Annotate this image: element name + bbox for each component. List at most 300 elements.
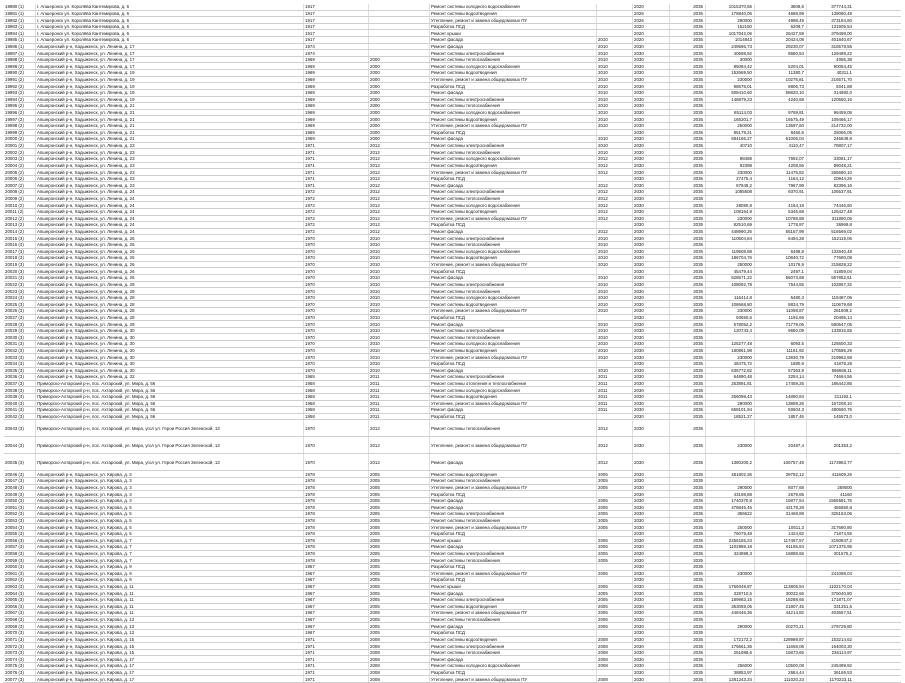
work-type-cell: Ремонт системы электроснабжения <box>430 551 597 557</box>
overhaul-year-cell: 2000 <box>369 77 430 83</box>
overhaul-year-cell: 2008 <box>369 670 430 676</box>
cost-cell: 356622 <box>706 511 755 517</box>
cost-cell <box>706 242 755 248</box>
table-row <box>4 564 901 571</box>
fee-cell: 20270,21 <box>755 623 807 629</box>
work-type-cell: Ремонт фасада <box>430 90 597 96</box>
overhaul-year-cell: 2010 <box>369 282 430 288</box>
record-id-cell: 20063 (3) <box>4 584 36 590</box>
overhaul-year-cell: 2010 <box>369 321 430 327</box>
table-row <box>4 643 901 650</box>
work-type-cell: Утепление, ремонт и замена общедомовых ПУ <box>430 571 597 577</box>
address-cell: Апшеронский р-н, Хадыженск, ул. Ленина, д. 24 <box>36 222 304 228</box>
start-year-cell: 2030 <box>633 63 670 69</box>
cost-cell: 478845,45 <box>706 504 755 510</box>
fee-cell: 42178,28 <box>755 504 807 510</box>
address-cell: Апшеронский р-н, Хадыженск, ул. Ленина, д. 26 <box>36 275 304 281</box>
record-id-cell: 20055 (3) <box>4 531 36 537</box>
address-cell: Приморско-Ахтарский р-н, пос. Ахтарский, ул. Мира, д. 56 <box>36 401 304 407</box>
overhaul-year-cell: 2012 <box>369 143 430 149</box>
record-id-cell: 20061 (3) <box>4 571 36 577</box>
end-year-cell: 2035 <box>670 368 706 374</box>
work-type-cell: Ремонт фасада <box>430 44 597 50</box>
record-id-cell: 19998 (2) <box>4 123 36 129</box>
overhaul-year-cell: 2005 <box>369 604 430 610</box>
total-cell: 41160 <box>840 491 852 497</box>
record-id-cell: 20076 (3) <box>4 670 36 676</box>
start-year-cell: 2030 <box>633 511 670 517</box>
address-cell: Апшеронский р-н, Хадыженск, ул. Кирова, д. 3 <box>36 471 304 477</box>
end-year-cell: 2035 <box>670 491 706 497</box>
last-repair-cell: 2010 <box>597 50 633 56</box>
address-cell: Апшеронский р-н, Хадыженск, ул. Кирова, д. 11 <box>36 604 304 610</box>
build-year-cell: 1971 <box>304 163 369 169</box>
last-repair-cell: 2012 <box>597 156 633 162</box>
cost-cell: 98488 <box>706 156 755 162</box>
cost-cell: 43198,88 <box>706 491 755 497</box>
fee-cell: 5480,3 <box>755 295 807 301</box>
cost-cell: 27475,4 <box>706 176 755 182</box>
fee-cell: 6494,28 <box>755 235 807 241</box>
overhaul-year-cell: 2005 <box>369 537 430 543</box>
table-row <box>4 610 901 617</box>
table-row <box>4 24 901 31</box>
overhaul-year-cell: 2010 <box>369 334 430 340</box>
address-cell: Апшеронский р-н, Хадыженск, ул. Ленина, д. 23 <box>36 149 304 155</box>
total-cell: 145573,0 <box>833 414 852 420</box>
fee-cell: 8077,68 <box>755 485 807 491</box>
fee-cell: 51006,04 <box>755 136 807 142</box>
fee-cell: 10511,3 <box>755 524 807 530</box>
total-cell: 211192,1 <box>834 394 852 400</box>
total-cell: 1565581,76 <box>828 498 852 504</box>
overhaul-year-cell: 2012 <box>369 182 430 188</box>
last-repair-cell: 2010 <box>597 282 633 288</box>
table-row <box>4 590 901 597</box>
record-id-cell: 20021 (3) <box>4 275 36 281</box>
overhaul-year-cell: 2011 <box>369 381 430 387</box>
total-cell: 265690,10 <box>831 169 852 175</box>
end-year-cell: 2035 <box>670 169 706 175</box>
overhaul-year-cell: 2005 <box>369 551 430 557</box>
work-type-cell: Ремонт системы холодного водоснабжения <box>430 663 597 669</box>
record-id-cell: 20025 (3) <box>4 301 36 307</box>
cost-cell <box>706 630 755 636</box>
total-cell: 152119,06 <box>831 235 852 241</box>
work-type-cell: Ремонт системы водоотведения <box>430 471 597 477</box>
record-id-cell: 20060 (3) <box>4 564 36 570</box>
end-year-cell: 2035 <box>670 407 706 413</box>
overhaul-year-cell: 2000 <box>369 70 430 76</box>
overhaul-year-cell: 2005 <box>369 590 430 596</box>
fee-cell: 14890,84 <box>755 394 807 400</box>
work-type-cell: Ремонт системы теплоснабжения <box>430 650 597 656</box>
address-cell: г. Апшеронск ул. Королёва Кантемирова, д. 6 <box>36 4 304 10</box>
build-year-cell: 1970 <box>304 275 369 281</box>
address-cell: Апшеронский р-н, Хадыженск, ул. Кирова, д. 11 <box>36 597 304 603</box>
build-year-cell: 1967 <box>304 571 369 577</box>
record-id-cell: 20002 (2) <box>4 149 36 155</box>
table-row <box>4 334 901 341</box>
address-cell: Апшеронский р-н, Хадыженск, ул. Ленина, д. 23 <box>36 156 304 162</box>
last-repair-cell: 2010 <box>597 44 633 50</box>
work-type-cell: Утепление, ремонт и замена общедомовых ПУ <box>430 354 597 360</box>
address-cell: Апшеронский р-н, Хадыженск, ул. Ленина, д. 30 <box>36 328 304 334</box>
work-type-cell: Ремонт системы теплоснабжения <box>430 557 597 563</box>
last-repair-cell: 2008 <box>597 637 633 643</box>
overhaul-year-cell: 2000 <box>369 130 430 136</box>
end-year-cell: 2035 <box>670 471 706 477</box>
address-cell: Апшеронский р-н, Хадыженск, ул. Ленина, д. 24 <box>36 216 304 222</box>
record-id-cell: 20017 (3) <box>4 249 36 255</box>
start-year-cell: 2030 <box>633 103 670 109</box>
address-cell: Апшеронский р-н, Хадыженск, ул. Ленина, д. 23 <box>36 143 304 149</box>
work-type-cell: Ремонт системы водоотведения <box>430 11 597 17</box>
fee-cell: 17459,25 <box>755 381 807 387</box>
table-row <box>4 315 901 322</box>
build-year-cell: 1967 <box>304 590 369 596</box>
address-cell: Апшеронский р-н, Хадыженск, ул. Кирова, д. 3 <box>36 491 304 497</box>
build-year-cell: 1969 <box>304 77 369 83</box>
table-row <box>4 50 901 57</box>
address-cell: Апшеронский р-н, Хадыженск, ул. Кирова, д. 9 <box>36 571 304 577</box>
overhaul-year-cell: 2010 <box>369 262 430 268</box>
cost-cell: 18521,27 <box>706 414 755 420</box>
end-year-cell: 2035 <box>670 24 706 30</box>
build-year-cell: 1958 <box>304 414 369 420</box>
overhaul-year-cell: 2005 <box>369 544 430 550</box>
last-repair-cell: 2010 <box>597 57 633 63</box>
record-id-cell: 19988 (2) <box>4 57 36 63</box>
build-year-cell: 1970 <box>304 368 369 374</box>
cost-cell: 119508,88 <box>706 249 755 255</box>
table-row <box>4 90 901 97</box>
record-id-cell: 20052 (3) <box>4 511 36 517</box>
cost-cell: 108164,8 <box>706 209 755 215</box>
work-type-cell: Ремонт крыши <box>430 537 597 543</box>
overhaul-year-cell: 2010 <box>369 268 430 274</box>
table-row <box>4 485 901 492</box>
overhaul-year-cell: 2000 <box>369 110 430 116</box>
record-id-cell: 20041 (3) <box>4 407 36 413</box>
overhaul-year-cell: 2010 <box>369 315 430 321</box>
build-year-cell: 1917 <box>304 4 369 10</box>
build-year-cell: 1978 <box>304 518 369 524</box>
cost-cell: 146879,23 <box>706 97 755 103</box>
cost-cell: 175661,36 <box>706 643 755 649</box>
cost-cell: 1017042,06 <box>706 30 755 36</box>
overhaul-year-cell: 2008 <box>369 663 430 669</box>
build-year-cell: 1978 <box>304 531 369 537</box>
overhaul-year-cell: 2005 <box>369 597 430 603</box>
fee-cell: 113805,94 <box>755 584 807 590</box>
cost-cell: 256000 <box>706 663 755 669</box>
build-year-cell: 1917 <box>304 11 369 17</box>
record-id-cell: 19991 (2) <box>4 77 36 83</box>
last-repair-cell: 2012 <box>597 169 633 175</box>
work-type-cell: Ремонт системы электроснабжения <box>430 643 597 649</box>
last-repair-cell: 2010 <box>597 255 633 261</box>
last-repair-cell: 2011 <box>597 374 633 380</box>
cost-cell: 189983,15 <box>706 597 755 603</box>
cost-cell: 40698,92 <box>706 50 755 56</box>
overhaul-year-cell: 2011 <box>369 394 430 400</box>
address-cell: Приморско-Ахтарский р-н, пос. Ахтарский, ул. Мира, угол ул. Герои Россия Зеленской, 13 <box>36 437 304 453</box>
table-row <box>4 387 901 394</box>
cost-cell: 250000 <box>706 524 755 530</box>
end-year-cell: 2035 <box>670 401 706 407</box>
record-id-cell: 20016 (3) <box>4 242 36 248</box>
work-type-cell: Ремонт системы теплоснабжения <box>430 420 597 436</box>
build-year-cell: 1969 <box>304 123 369 129</box>
fee-cell: 30032,66 <box>755 590 807 596</box>
end-year-cell: 2035 <box>670 354 706 360</box>
fee-cell: 10276,81 <box>755 77 807 83</box>
start-year-cell: 2030 <box>633 643 670 649</box>
address-cell: Апшеронский р-н, Хадыженск, ул. Ленина, д. 19 <box>36 83 304 89</box>
end-year-cell: 2035 <box>670 163 706 169</box>
cost-cell: 50650,6 <box>706 315 755 321</box>
fee-cell: 2679,85 <box>755 491 807 497</box>
fee-cell: 13930,79 <box>755 354 807 360</box>
record-id-cell: 20004 (2) <box>4 163 36 169</box>
work-type-cell: Ремонт фасада <box>430 407 597 413</box>
last-repair-cell: 2010 <box>597 103 633 109</box>
address-cell: Приморско-Ахтарский р-н, пос. Ахтарский, ул. Мира, угол ул. Герои Россия Зеленской, 13 <box>36 454 304 470</box>
fee-cell <box>755 577 807 583</box>
last-repair-cell: 2005 <box>597 571 633 577</box>
work-type-cell: Разработка ПСД <box>430 361 597 367</box>
cost-cell <box>706 577 755 583</box>
last-repair-cell: 2010 <box>597 275 633 281</box>
address-cell: Апшеронский р-н, Хадыженск, ул. Ленина, д. 19 <box>36 97 304 103</box>
fee-cell: 20424,08 <box>755 37 807 43</box>
work-type-cell: Утепление, ремонт и замена общедомовых ПУ <box>430 524 597 530</box>
build-year-cell: 1971 <box>304 643 369 649</box>
spreadsheet-table <box>4 4 901 683</box>
record-id-cell: 19981 (1) <box>4 11 36 17</box>
overhaul-year-cell: 2005 <box>369 584 430 590</box>
table-row <box>4 478 901 485</box>
start-year-cell: 2030 <box>633 235 670 241</box>
cost-cell: 1085508 <box>706 189 755 195</box>
cost-cell: 658101,94 <box>706 407 755 413</box>
end-year-cell: 2035 <box>670 361 706 367</box>
end-year-cell: 2035 <box>670 414 706 420</box>
total-cell: 316578,55 <box>831 43 852 49</box>
fee-cell: 3808,6 <box>755 4 807 10</box>
table-row <box>4 577 901 584</box>
build-year-cell: 1969 <box>304 97 369 103</box>
fee-cell <box>755 387 807 393</box>
overhaul-year-cell: 2005 <box>369 617 430 623</box>
fee-cell: 15873,65 <box>755 650 807 656</box>
build-year-cell: 1970 <box>304 255 369 261</box>
cost-cell: 290000 <box>706 485 755 491</box>
cost-cell: 85179,21 <box>706 130 755 136</box>
end-year-cell: 2035 <box>670 196 706 202</box>
total-cell: 120550,16 <box>831 96 852 102</box>
record-id-cell: 20030 (3) <box>4 334 36 340</box>
record-id-cell: 20039 (3) <box>4 394 36 400</box>
build-year-cell: 1971 <box>304 176 369 182</box>
build-year-cell: 1978 <box>304 551 369 557</box>
cost-cell: 180861,98 <box>706 348 755 354</box>
end-year-cell: 2035 <box>670 610 706 616</box>
cost-cell: 172172,2 <box>706 637 755 643</box>
cost-cell: 1380200,2 <box>706 454 755 470</box>
last-repair-cell: 2008 <box>597 676 633 682</box>
work-type-cell: Ремонт фасада <box>430 504 597 510</box>
table-row <box>4 262 901 269</box>
record-id-cell: 20069 (3) <box>4 623 36 629</box>
address-cell: Апшеронский р-н, Хадыженск, ул. Кирова, д. 17 <box>36 656 304 662</box>
record-id-cell: 19995 (2) <box>4 103 36 109</box>
total-cell: 456850,8 <box>833 504 852 510</box>
end-year-cell: 2035 <box>670 348 706 354</box>
address-cell: Апшеронский р-н, Хадыженск, ул. Кирова, д. 11 <box>36 584 304 590</box>
overhaul-year-cell: 2012 <box>369 216 430 222</box>
address-cell: Апшеронский р-н, Хадыженск, ул. Кирова, д. 15 <box>36 650 304 656</box>
build-year-cell: 1970 <box>304 334 369 340</box>
overhaul-year-cell: 2012 <box>369 189 430 195</box>
total-cell: 201353,2 <box>833 442 852 448</box>
table-row <box>4 229 901 236</box>
total-cell: 90054,45 <box>833 63 852 69</box>
record-id-cell: 20003 (2) <box>4 156 36 162</box>
fee-cell: 13889,26 <box>755 401 807 407</box>
overhaul-year-cell: 2005 <box>369 471 430 477</box>
start-year-cell: 2030 <box>633 504 670 510</box>
total-cell <box>807 577 854 583</box>
total-cell: 1102170,04 <box>829 584 852 590</box>
cost-cell: 280000 <box>706 401 755 407</box>
start-year-cell: 2030 <box>633 544 670 550</box>
end-year-cell: 2035 <box>670 97 706 103</box>
record-id-cell: 20006 (2) <box>4 176 36 182</box>
fee-cell: 4688,99 <box>755 11 807 17</box>
last-repair-cell <box>597 4 633 10</box>
overhaul-year-cell: 2005 <box>369 610 430 616</box>
work-type-cell: Разработка ПСД <box>430 630 597 636</box>
work-type-cell: Ремонт системы водоотведения <box>430 255 597 261</box>
work-type-cell: Разработка ПСД <box>430 176 597 182</box>
address-cell: Апшеронский р-н, Хадыженск, ул. Ленина, д. 21 <box>36 136 304 142</box>
start-year-cell: 2030 <box>633 590 670 596</box>
work-type-cell: Утепление, ремонт и замена общедомовых ПУ <box>430 77 597 83</box>
build-year-cell: 1967 <box>304 577 369 583</box>
cost-cell: 108668,80 <box>706 301 755 307</box>
overhaul-year-cell: 2008 <box>369 637 430 643</box>
table-row <box>4 617 901 624</box>
cost-cell: 108092,78 <box>706 282 755 288</box>
address-cell: г. Апшеронск ул. Королёва Кантемирова, д. 6 <box>36 11 304 17</box>
record-id-cell: 20022 (3) <box>4 282 36 288</box>
end-year-cell: 2035 <box>670 17 706 23</box>
record-id-cell: 20024 (3) <box>4 295 36 301</box>
address-cell: Апшеронский р-н, Хадыженск, ул. Кирова, д. 13 <box>36 623 304 629</box>
record-id-cell: 20007 (2) <box>4 182 36 188</box>
record-id-cell: 20051 (3) <box>4 504 36 510</box>
record-id-cell: 20031 (3) <box>4 341 36 347</box>
build-year-cell: 1917 <box>304 17 369 23</box>
table-row <box>4 537 901 544</box>
overhaul-year-cell: 2012 <box>369 156 430 162</box>
work-type-cell: Ремонт системы водоотведения <box>430 163 597 169</box>
end-year-cell: 2035 <box>670 295 706 301</box>
work-type-cell: Ремонт фасада <box>430 498 597 504</box>
record-id-cell: 19996 (2) <box>4 110 36 116</box>
cost-cell: 230000 <box>706 571 755 577</box>
last-repair-cell: 2005 <box>597 511 633 517</box>
build-year-cell: 1967 <box>304 584 369 590</box>
total-cell: 132840,48 <box>831 248 852 254</box>
start-year-cell: 2030 <box>633 557 670 563</box>
cost-cell: 290000 <box>706 17 755 23</box>
start-year-cell: 2030 <box>633 282 670 288</box>
end-year-cell: 2035 <box>670 643 706 649</box>
total-cell: 314982,0 <box>833 90 852 96</box>
record-id-cell: 20009 (2) <box>4 196 36 202</box>
address-cell: г. Апшеронск ул. Королёва Кантемирова, д. 6 <box>36 24 304 30</box>
build-year-cell: 1969 <box>304 136 369 142</box>
record-id-cell: 20005 (2) <box>4 169 36 175</box>
build-year-cell: 1970 <box>304 348 369 354</box>
record-id-cell: 19986 (1) <box>4 44 36 50</box>
end-year-cell: 2035 <box>670 103 706 109</box>
address-cell: Апшеронский р-н, Хадыженск, ул. Кирова, д. 3 <box>36 485 304 491</box>
address-cell: Апшеронский р-н, Хадыженск, ул. Ленина, д. 28 <box>36 282 304 288</box>
address-cell: Апшеронский р-н, Хадыженск, ул. Ленина, д. 17 <box>36 50 304 56</box>
total-cell: 139080,48 <box>831 10 852 16</box>
table-row <box>4 328 901 335</box>
last-repair-cell: 2005 <box>597 498 633 504</box>
record-id-cell: 20043 (3) <box>4 420 36 436</box>
cost-cell: 152150 <box>706 24 755 30</box>
total-cell <box>807 149 854 155</box>
build-year-cell: 1969 <box>304 90 369 96</box>
end-year-cell: 2035 <box>670 308 706 314</box>
cost-cell: 110504,84 <box>706 235 755 241</box>
work-type-cell: Ремонт системы водоотведения <box>430 209 597 215</box>
last-repair-cell <box>597 11 633 17</box>
build-year-cell: 1969 <box>304 57 369 63</box>
end-year-cell: 2035 <box>670 130 706 136</box>
fee-cell <box>755 196 807 202</box>
overhaul-year-cell: 2010 <box>369 328 430 334</box>
overhaul-year-cell: 2011 <box>369 374 430 380</box>
address-cell: Апшеронский р-н, Хадыженск, ул. Кирова, д. 3 <box>36 478 304 484</box>
fee-cell <box>755 518 807 524</box>
overhaul-year-cell: 2010 <box>369 275 430 281</box>
start-year-cell: 2030 <box>633 420 670 436</box>
start-year-cell: 2030 <box>633 437 670 453</box>
address-cell: Апшеронский р-н, Хадыженск, ул. Кирова, д. 5 <box>36 531 304 537</box>
build-year-cell: 1970 <box>304 321 369 327</box>
table-row <box>4 531 901 538</box>
last-repair-cell <box>597 268 633 274</box>
last-repair-cell: 2010 <box>597 37 633 43</box>
build-year-cell: 1970 <box>304 420 369 436</box>
start-year-cell: 2030 <box>633 485 670 491</box>
address-cell: Апшеронский р-н, Хадыженск, ул. Ленина, д. 24 <box>36 189 304 195</box>
work-type-cell: Ремонт фасада <box>430 623 597 629</box>
address-cell: Апшеронский р-н, Хадыженск, ул. Кирова, д. 3 <box>36 498 304 504</box>
record-id-cell: 20015 (3) <box>4 235 36 241</box>
table-row <box>4 504 901 511</box>
record-id-cell: 20064 (3) <box>4 590 36 596</box>
last-repair-cell: 2010 <box>597 354 633 360</box>
